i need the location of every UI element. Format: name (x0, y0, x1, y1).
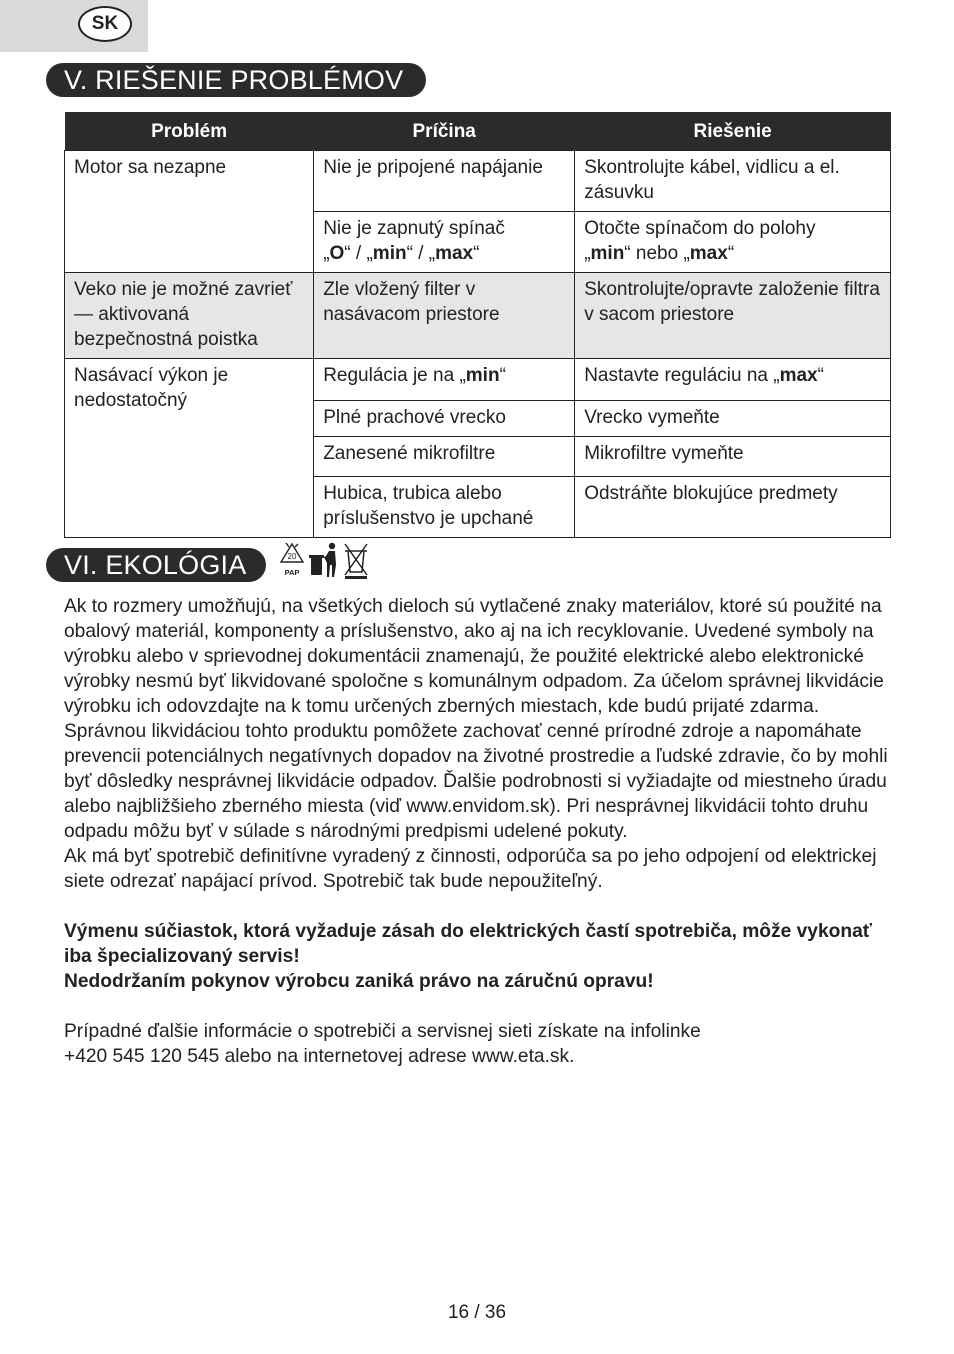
cause-cell: Plné prachové vrecko (314, 401, 575, 437)
tidyman-icon (309, 543, 336, 577)
solution-cell: Vrecko vymeňte (575, 401, 891, 437)
table-row (65, 359, 891, 401)
problem-cell: Veko nie je možné zavrieť — aktivovaná bezpečnostná poistka (65, 273, 314, 359)
infoline-text: +420 545 120 545 alebo na internetovej adrese www.eta.sk. (64, 1046, 575, 1067)
cause-cell: Hubica, trubica alebo príslušenstvo je upchané (314, 477, 575, 538)
solution-cell: Nastavte reguláciu na „max“ (575, 359, 891, 401)
crossed-bin-icon (345, 544, 367, 579)
cause-cell: Zle vložený filter v nasávacom priestore (314, 273, 575, 359)
section-heading-troubleshooting: V. RIEŠENIE PROBLÉMOV (46, 63, 426, 97)
service-warning: Výmenu súčiastok, ktorá vyžaduje zásah do elektrických častí spotrebiča, môže vykonať iba špecializovaný servis! (64, 921, 872, 967)
infoline-text: Prípadné ďalšie informácie o spotrebiči a servisnej sieti získate na infolinke (64, 1021, 701, 1042)
ecology-icons (278, 541, 370, 581)
svg-text:PAP: PAP (284, 568, 300, 577)
warranty-warning: Nedodržaním pokynov výrobcu zaniká právo na záručnú opravu! (64, 971, 654, 992)
switch-positions-text: „O“ / „min“ / „max“ (323, 243, 480, 264)
recycle-pap-icon (281, 543, 303, 577)
table-header-row (65, 112, 891, 151)
column-header-solution: Riešenie (575, 112, 891, 151)
column-header-cause: Príčina (314, 112, 575, 151)
solution-text: Otočte spínačom do polohy (584, 218, 816, 239)
page-number: 16 / 36 (447, 1302, 507, 1323)
solution-cell: Odstráňte blokujúce predmety (575, 477, 891, 538)
switch-positions-text: „min“ nebo „max“ (584, 243, 735, 264)
problem-cell: Nasávací výkon je nedostatočný (65, 359, 314, 538)
table-row (65, 273, 891, 359)
cause-cell: Regulácia je na „min“ (314, 359, 575, 401)
solution-cell: Skontrolujte/opravte založenie filtra v sacom priestore (575, 273, 891, 359)
cause-cell (314, 212, 575, 273)
table-row (65, 151, 891, 212)
svg-text:20: 20 (287, 552, 297, 561)
problem-cell: Motor sa nezapne (65, 151, 314, 273)
language-tab (0, 0, 148, 52)
column-header-problem: Problém (65, 112, 314, 151)
troubleshooting-table (64, 112, 891, 538)
language-badge: SK (78, 6, 132, 42)
solution-cell: Skontrolujte kábel, vidlicu a el. zásuvku (575, 151, 891, 212)
ecology-paragraph: Ak má byť spotrebič definitívne vyradený z činnosti, odporúča sa po jeho odpojení od elektrickej siete odrezať napájací prívod. Spotrebič tak bude nepoužiteľný. (64, 846, 877, 892)
ecology-paragraph: Ak to rozmery umožňujú, na všetkých dieloch sú vytlačené znaky materiálov, ktoré sú použité na obalový materiál, komponenty a príslušenstvo, ako aj na ich recyklovanie. Uvedené symboly na výrobku alebo v sprievodnej dokumentácii znamenajú, že použité elektrické alebo elektronické výrobky nesmú byť likvidované spoločne s komunálnym odpadom. Za účelom správnej likvidácie výrobku ich odovzdajte na k tomu určených zberných miestach, kde budú prijaté zdarma. Správnou likvidáciou tohto produktu pomôžete zachovať cenné prírodné zdroje a napomáhate prevencii potenciálnych negatívnych dopadov na životné prostredie a ľudské zdravie, čo by mohli byť dôsledky nesprávnej likvidácie odpadov. Ďalšie podrobnosti si vyžiadajte od miestneho úradu alebo najbližšieho zberného miesta (viď www.envidom.sk). Pri nesprávnej likvidácii tohto druhu odpadu môžu byť v súlade s národnými predpismi udelené pokuty. (64, 596, 888, 842)
cause-cell: Nie je pripojené napájanie (314, 151, 575, 212)
cause-text: Nie je zapnutý spínač (323, 218, 505, 239)
cause-cell: Zanesené mikrofiltre (314, 437, 575, 477)
ecology-text (64, 594, 894, 1069)
solution-cell (575, 212, 891, 273)
section-heading-ecology: VI. EKOLÓGIA (46, 548, 266, 582)
solution-cell: Mikrofiltre vymeňte (575, 437, 891, 477)
